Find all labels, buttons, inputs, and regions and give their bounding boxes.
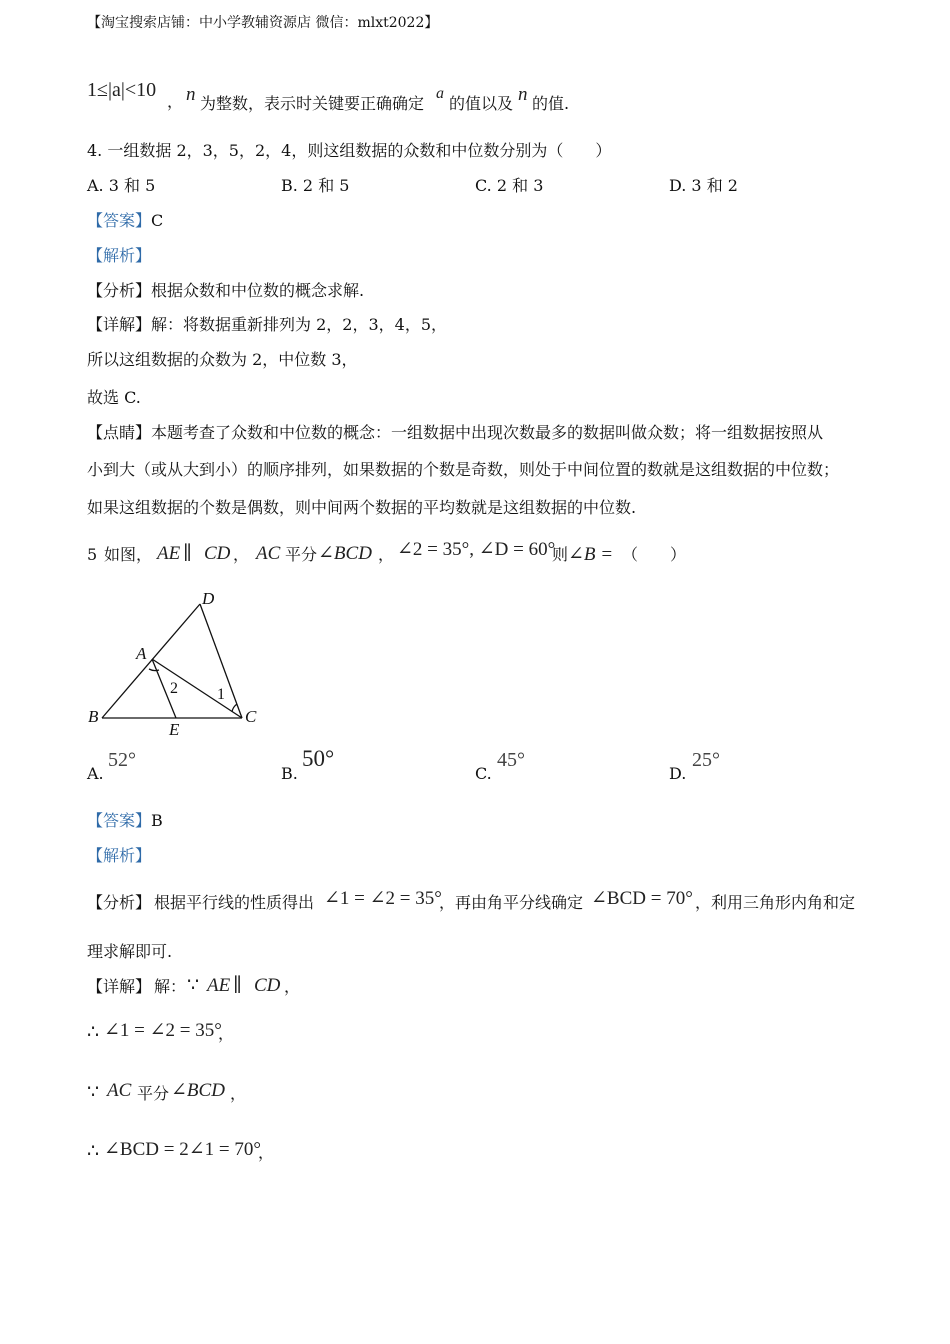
q4-dianjing-1	[87, 425, 823, 441]
q5-fenxi-2: 理求解即可.	[87, 942, 173, 961]
var-n: n	[186, 84, 196, 105]
q5-target: ∠B =	[568, 544, 614, 565]
q4-dianjing-3: 如果这组数据的个数是偶数，则中间两个数据的平均数就是这组数据的中位数.	[87, 498, 637, 517]
q5-fenxi-a: 根据平行线的性质得出	[154, 893, 315, 912]
q5-step4-comma: ，	[258, 1143, 275, 1162]
xiangjie-text: 解：将数据重新排列为 2，2，3，4，5，	[151, 315, 448, 334]
label-angle-1: 1	[217, 686, 225, 703]
q5-xiangjie-a: 解：	[154, 977, 187, 996]
q5-number: 5	[87, 545, 98, 564]
answer-value: C	[151, 211, 164, 230]
label-c: C	[245, 707, 257, 726]
fenxi-tag: 【分析】	[87, 281, 152, 300]
q5-xj-ae: AE	[207, 975, 231, 996]
q5-pingfen: 平分	[285, 545, 318, 564]
var-n-2: n	[518, 84, 528, 105]
label-e: E	[169, 720, 180, 738]
q5-condition: ∠2 = 35°, ∠D = 60°	[397, 539, 556, 560]
angle-1-arc	[232, 704, 237, 712]
dianjing-text-1: 本题考查了众数和中位数的概念：一组数据中出现次数最多的数据叫做众数；将一组数据按照从	[151, 423, 824, 442]
q5-option-d-letter: D.	[669, 764, 687, 783]
because-symbol: ∵	[187, 975, 200, 996]
prev-text-1: 为整数，表示时关键要正确确定	[200, 94, 425, 113]
therefore-symbol-2: ∴	[87, 1141, 100, 1162]
q4-option-a: A. 3 和 5	[87, 176, 156, 195]
q5-cd: CD	[204, 543, 231, 564]
q4-xiangjie	[87, 317, 447, 333]
var-a: a	[436, 85, 444, 102]
q5-step3-text: 平分	[137, 1084, 170, 1103]
q5-comma-1: ，	[233, 545, 250, 564]
page-header: 【淘宝搜索店铺：中小学教辅资源店 微信：mlxt2022】	[87, 15, 439, 31]
q5-option-b-value: 50°	[302, 746, 335, 771]
dianjing-tag: 【点睛】	[87, 423, 152, 442]
analysis-tag: 【解析】	[87, 246, 152, 265]
q5-option-b-letter: B.	[281, 764, 298, 783]
q5-step2-comma: ，	[218, 1024, 235, 1043]
label-d: D	[202, 589, 215, 608]
angle-2-arc	[149, 669, 159, 671]
prev-text-3: 的值.	[532, 94, 570, 113]
q4-answer-line	[87, 213, 163, 229]
q4-option-c: C. 2 和 3	[475, 176, 544, 195]
q5-xj-parallel: ∥	[233, 975, 242, 996]
because-symbol-2: ∵	[87, 1082, 100, 1103]
q5-fenxi-c: ，利用三角形内角和定	[695, 893, 856, 912]
answer-tag: 【答案】	[87, 811, 152, 830]
segment-bd	[102, 604, 200, 718]
q4-line-3: 故选 C.	[87, 388, 141, 407]
q5-xj-comma: ，	[284, 977, 301, 996]
xiangjie-tag: 【详解】	[87, 315, 152, 334]
q5-xiangjie-tag: 【详解】	[87, 977, 152, 996]
q5-answer-line	[87, 813, 163, 829]
q5-fenxi-m2: ∠BCD = 70°	[591, 888, 693, 909]
q5-step3-ac: AC	[107, 1080, 132, 1101]
q5-fenxi-m1: ∠1 = ∠2 = 35°	[324, 888, 442, 909]
q5-ze: 则	[552, 545, 569, 564]
q5-paren: （ ）	[622, 545, 687, 564]
q5-bcd: ∠BCD	[318, 543, 372, 564]
comma: ，	[167, 92, 184, 111]
label-b: B	[88, 707, 99, 726]
q5-step2-math: ∠1 = ∠2 = 35°	[104, 1020, 222, 1041]
q4-line-2: 所以这组数据的众数为 2，中位数 3，	[87, 350, 358, 369]
q5-option-c-letter: C.	[475, 764, 492, 783]
fenxi-text: 根据众数和中位数的概念求解.	[151, 281, 365, 300]
prev-text-2: 的值以及	[449, 94, 514, 113]
label-angle-2: 2	[170, 680, 178, 697]
q5-figure	[84, 586, 264, 738]
q5-step3-math: ∠BCD	[171, 1080, 225, 1101]
q4-fenxi	[87, 283, 364, 299]
q5-step4-math: ∠BCD = 2∠1 = 70°	[104, 1139, 261, 1160]
q5-option-a-value: 52°	[108, 749, 136, 771]
q5-option-c-value: 45°	[497, 749, 525, 771]
q5-option-d-value: 25°	[692, 749, 720, 771]
label-a: A	[136, 644, 147, 663]
q4-option-b: B. 2 和 5	[281, 176, 350, 195]
segment-ac	[152, 659, 242, 718]
q5-intro: 如图，	[104, 545, 153, 564]
q5-fenxi-b: ，再由角平分线确定	[439, 893, 584, 912]
therefore-symbol: ∴	[87, 1022, 100, 1043]
q5-ac: AC	[256, 543, 281, 564]
q4-stem: 4. 一组数据 2，3，5，2，4，则这组数据的众数和中位数分别为（ ）	[87, 141, 612, 160]
q5-parallel: ∥	[183, 543, 192, 564]
answer-tag: 【答案】	[87, 211, 152, 230]
q5-xj-cd: CD	[254, 975, 281, 996]
q5-step3-comma: ，	[230, 1084, 247, 1103]
q4-option-d: D. 3 和 2	[669, 176, 738, 195]
answer-value: B	[151, 811, 163, 830]
q5-option-a-letter: A.	[87, 764, 104, 783]
q5-ae: AE	[157, 543, 181, 564]
q5-analysis-tag: 【解析】	[87, 846, 152, 865]
q4-dianjing-2: 小到大（或从大到小）的顺序排列，如果数据的个数是奇数，则处于中间位置的数就是这组数据的中位数；	[87, 460, 840, 479]
q5-comma-2: ，	[378, 545, 395, 564]
range-expression: 1≤|a|<10	[87, 79, 157, 101]
q5-fenxi-tag: 【分析】	[87, 893, 152, 912]
